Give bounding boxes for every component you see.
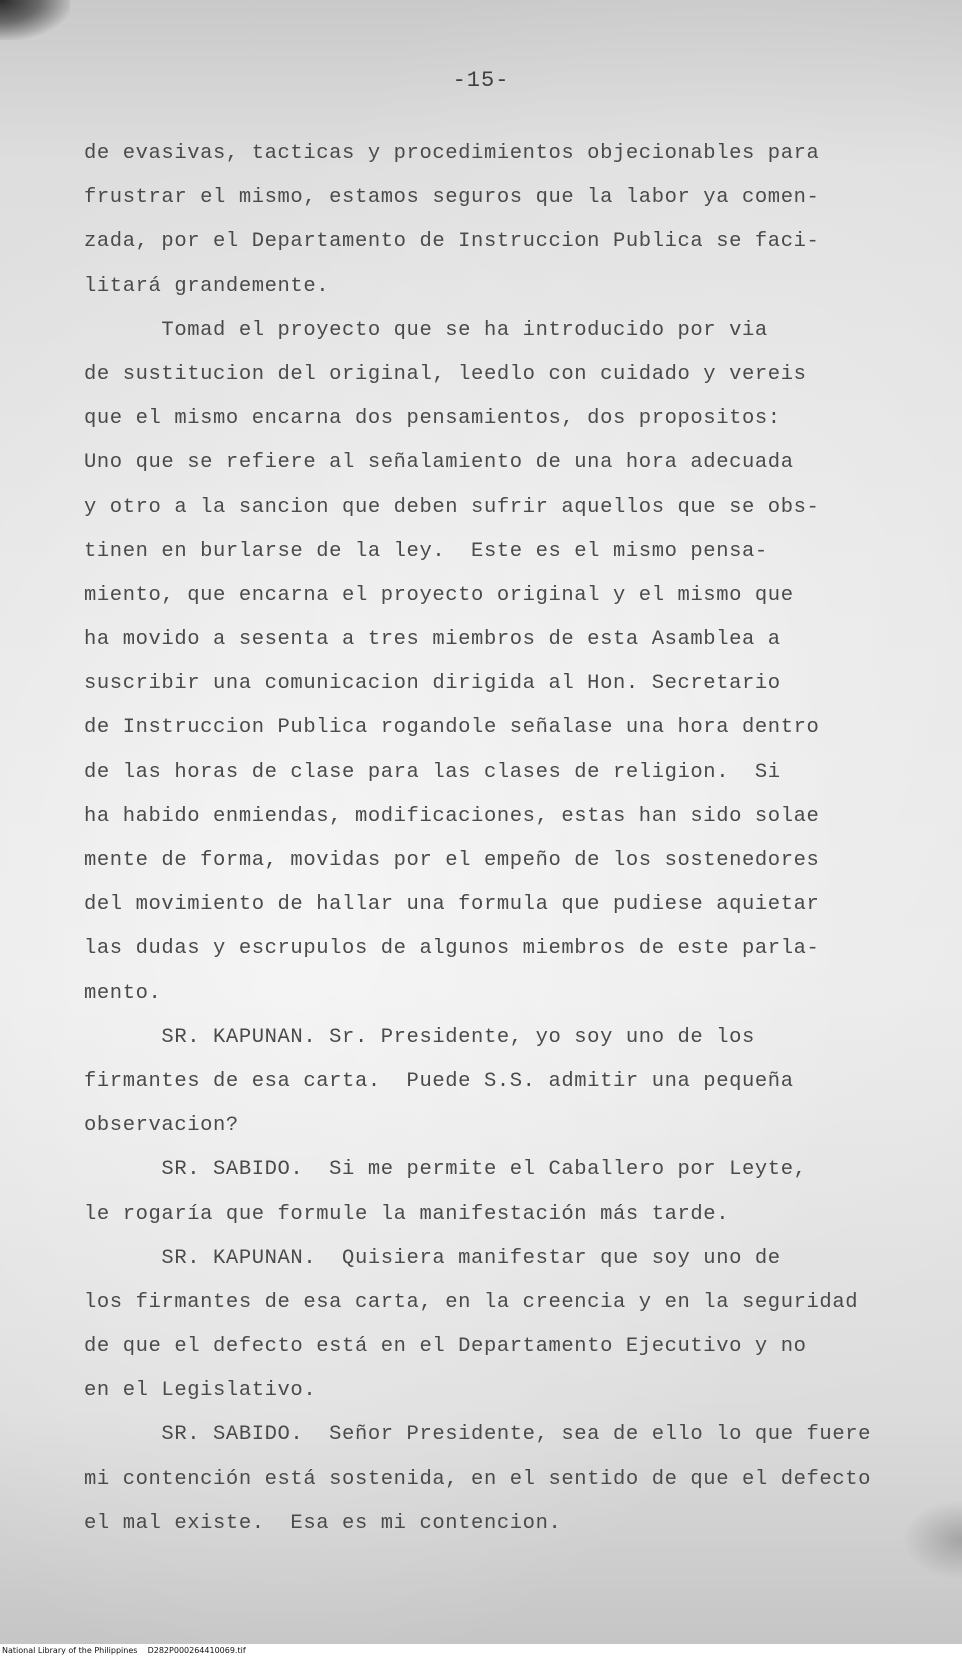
text-line: SR. KAPUNAN. Quisiera manifestar que soy uno de <box>84 1246 781 1270</box>
scan-footer: National Library of the Philippines D282P000264410069.tif <box>0 1644 962 1658</box>
text-line: Uno que se refiere al señalamiento de una hora adecuada <box>84 451 794 475</box>
text-line: SR. SABIDO. Señor Presidente, sea de ello lo que fuere <box>84 1423 872 1447</box>
text-line: miento, que encarna el proyecto original y el mismo que <box>84 583 794 607</box>
text-line: SR. KAPUNAN. Sr. Presidente, yo soy uno de los <box>84 1025 755 1049</box>
text-line: de las horas de clase para las clases de religion. Si <box>84 760 781 784</box>
text-line: litará grandemente. <box>84 274 330 298</box>
document-body <box>84 132 904 1546</box>
text-line: ha movido a sesenta a tres miembros de esta Asamblea a <box>84 628 781 652</box>
text-line: zada, por el Departamento de Instruccion Publica se faci- <box>84 230 820 254</box>
text-line: del movimiento de hallar una formula que pudiese aquietar <box>84 893 820 917</box>
text-line: SR. SABIDO. Si me permite el Caballero por Leyte, <box>84 1158 807 1182</box>
text-line: las dudas y escrupulos de algunos miembros de este parla- <box>84 937 820 961</box>
text-line: de sustitucion del original, leedlo con cuidado y vereis <box>84 362 807 386</box>
text-line: frustrar el mismo, estamos seguros que la labor ya comen- <box>84 186 820 210</box>
text-line: el mal existe. Esa es mi contencion. <box>84 1511 562 1535</box>
text-line: firmantes de esa carta. Puede S.S. admitir una pequeña <box>84 1069 794 1093</box>
text-line: observacion? <box>84 1114 239 1138</box>
text-line: de evasivas, tacticas y procedimientos objecionables para <box>84 142 820 165</box>
text-line: mi contención está sostenida, en el sentido de que el defecto <box>84 1467 872 1491</box>
text-line: Tomad el proyecto que se ha introducido por via <box>84 318 768 342</box>
text-line: mente de forma, movidas por el empeño de los sostenedores <box>84 849 820 872</box>
text-line: y otro a la sancion que deben sufrir aquellos que se obs- <box>84 495 820 519</box>
text-line: que el mismo encarna dos pensamientos, dos propositos: <box>84 407 781 431</box>
text-line: mento. <box>84 981 162 1005</box>
page-number: -15- <box>452 68 510 93</box>
text-line: suscribir una comunicacion dirigida al Hon. Secretario <box>84 672 781 696</box>
text-line: de Instruccion Publica rogandole señalase una hora dentro <box>84 716 820 740</box>
text-line: tinen en burlarse de la ley. Este es el mismo pensa- <box>84 539 768 563</box>
text-line: de que el defecto está en el Departamento Ejecutivo y no <box>84 1335 807 1359</box>
text-line: le rogaría que formule la manifestación más tarde. <box>84 1202 730 1226</box>
text-line: los firmantes de esa carta, en la creencia y en la seguridad <box>84 1290 859 1314</box>
text-line: ha habido enmiendas, modificaciones, estas han sido solae <box>84 804 820 828</box>
page-smudge <box>902 1500 962 1580</box>
text-line: en el Legislativo. <box>84 1379 317 1403</box>
corner-shadow <box>0 0 70 40</box>
